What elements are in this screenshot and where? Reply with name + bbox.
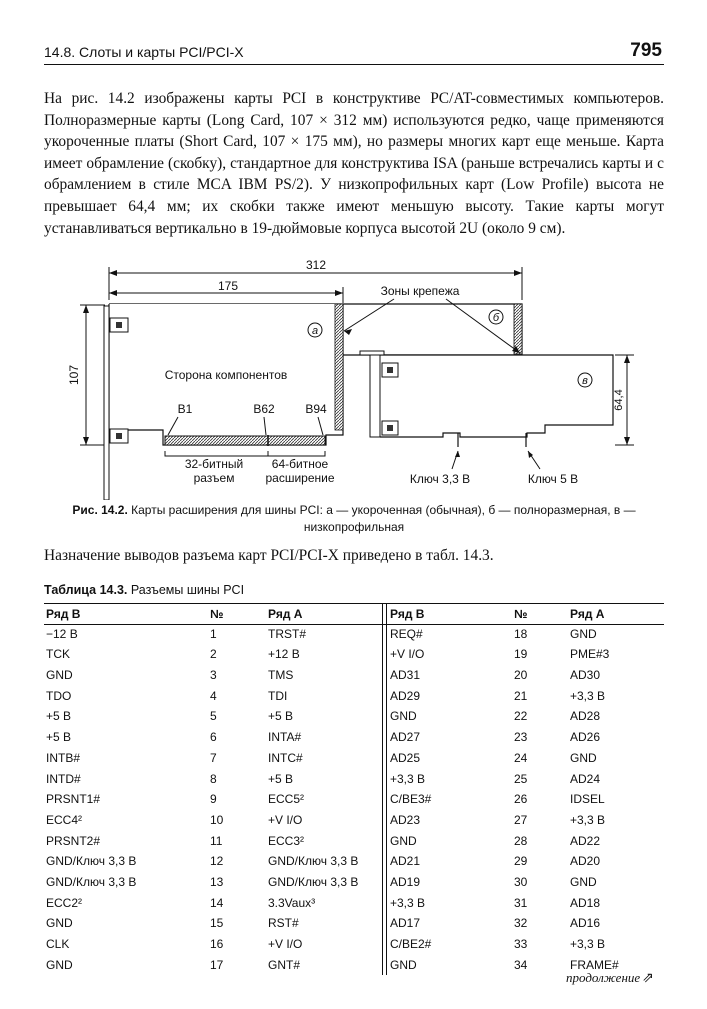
col-header: №	[210, 607, 224, 621]
short-card-bracket	[104, 306, 109, 500]
low-profile-bracket	[370, 355, 380, 437]
table-cell: +5 В	[46, 709, 72, 724]
body-paragraph-2: Назначение выводов разъема карт PCI/PCI-X приведено в табл. 14.3.	[44, 547, 494, 564]
table-cell: AD31	[390, 668, 421, 683]
table-cell: TRST#	[268, 626, 307, 641]
conn32-label-1: 32-битный	[184, 457, 244, 471]
table-cell: −12 В	[46, 626, 78, 641]
table-row	[44, 644, 664, 665]
table-cell: 7	[210, 750, 217, 765]
table-cell: 11	[210, 833, 223, 848]
table-row	[44, 706, 664, 727]
pin-b1-label: B1	[177, 402, 193, 416]
table-row	[44, 893, 664, 914]
table-cell: GNT#	[268, 957, 301, 972]
table-cell: 32	[514, 916, 528, 931]
table-cell: 34	[514, 957, 528, 972]
key-5-label: Ключ 5 В	[527, 472, 579, 486]
dim-175-label: 175	[217, 279, 239, 293]
table-row	[44, 831, 664, 852]
page-number: 795	[630, 40, 662, 61]
figure-caption	[44, 502, 664, 536]
table-cell: AD25	[390, 750, 421, 765]
table-cell: TDI	[268, 688, 288, 703]
label-a: а	[311, 325, 319, 337]
table-header-row	[44, 603, 664, 624]
pci-pinout-table	[44, 603, 664, 975]
table-cell: 33	[514, 937, 528, 951]
continued-note	[566, 970, 654, 987]
header-rule	[44, 64, 664, 65]
table-cell: +3,3 В	[570, 812, 606, 827]
components-side-label: Сторона компонентов	[164, 368, 288, 382]
table-cell: INTB#	[46, 750, 81, 765]
table-cell: +V I/O	[268, 812, 303, 827]
table-column-divider	[382, 603, 387, 975]
conn64-label-2: расширение	[265, 471, 335, 485]
table-row	[44, 851, 664, 872]
table-cell: +5 В	[268, 709, 294, 724]
col-header: Ряд В	[390, 607, 425, 621]
dim-64-label: 64,4	[613, 389, 625, 411]
table-cell: +V I/O	[268, 937, 303, 951]
table-cell: 17	[210, 957, 224, 972]
table-cell: GND	[570, 750, 597, 765]
table-cell: RST#	[268, 916, 299, 931]
conn64-label-1: 64-битное	[271, 457, 329, 471]
table-cell: 21	[514, 688, 528, 703]
pci-connector	[165, 436, 325, 445]
table-cell: GND/Ключ 3,3 В	[46, 854, 137, 869]
table-cell: 25	[514, 771, 528, 786]
table-title-label: Таблица 14.3.	[44, 583, 128, 597]
table-row	[44, 913, 664, 934]
conn32-label-2: разъем	[193, 471, 235, 485]
continue-arrow-icon: ⇗	[642, 971, 654, 986]
table-cell: GND	[570, 874, 597, 889]
table-cell: +5 В	[46, 730, 72, 745]
table-cell: REQ#	[390, 626, 423, 641]
table-cell: AD18	[570, 895, 601, 910]
table-cell: 3	[210, 668, 217, 683]
col-header: Ряд А	[570, 607, 605, 621]
table-cell: 26	[514, 792, 528, 807]
label-b: б	[492, 312, 500, 324]
table-cell: AD30	[570, 668, 601, 683]
figure-pci-cards	[0, 255, 707, 500]
table-cell: AD16	[570, 916, 601, 931]
table-title-text: Разъемы шины PCI	[127, 583, 245, 597]
table-cell: ECC3²	[268, 833, 305, 848]
table-cell: PRSNT2#	[46, 833, 101, 848]
table-cell: 1	[210, 626, 217, 641]
table-cell: GND	[570, 626, 597, 641]
table-cell: FRAME#	[570, 957, 619, 972]
table-cell: 9	[210, 792, 217, 807]
table-cell: AD19	[390, 874, 421, 889]
table-cell: AD23	[390, 812, 421, 827]
table-cell: 10	[210, 812, 224, 827]
table-cell: CLK	[46, 937, 70, 951]
table-cell: 5	[210, 709, 217, 724]
table-cell: 2	[210, 647, 217, 662]
table-cell: GND	[46, 668, 73, 683]
table-cell: GND	[390, 833, 417, 848]
table-cell: 3.3Vaux³	[268, 895, 316, 910]
dimension-107	[80, 305, 105, 445]
fastening-zones-label: Зоны крепежа	[380, 284, 460, 298]
table-cell: TMS	[268, 668, 294, 683]
key-3-3-label: Ключ 3,3 В	[409, 472, 471, 486]
table-cell: 23	[514, 730, 528, 745]
table-cell: AD17	[390, 916, 421, 931]
table-row	[44, 748, 664, 769]
table-cell: INTD#	[46, 771, 81, 786]
table-cell: +5 В	[268, 771, 294, 786]
table-cell: 14	[210, 895, 224, 910]
table-cell: 30	[514, 874, 528, 889]
pin-b94-label: B94	[305, 402, 327, 416]
table-cell: GND	[46, 957, 73, 972]
short-card-retainer	[335, 304, 343, 430]
table-cell: +3,3 В	[570, 937, 606, 951]
table-cell: GND/Ключ 3,3 В	[46, 874, 137, 889]
pin-b62-label: B62	[253, 402, 275, 416]
table-cell: AD27	[390, 730, 421, 745]
table-cell: 29	[514, 854, 528, 869]
table-cell: 4	[210, 688, 217, 703]
table-cell: AD22	[570, 833, 601, 848]
table-cell: PRSNT1#	[46, 792, 101, 807]
table-cell: AD21	[390, 854, 421, 869]
table-cell: PME#3	[570, 647, 610, 662]
table-cell: GND	[390, 957, 417, 972]
low-profile-card-outline	[380, 355, 613, 437]
table-row	[44, 810, 664, 831]
table-cell: 19	[514, 647, 528, 662]
table-cell: C/BE3#	[390, 792, 432, 807]
table-cell: 18	[514, 626, 528, 641]
caption-text: Карты расширения для шины PCI: а — укороченная (обычная), б — полноразмерная, в — низкопрофильная	[127, 503, 636, 534]
label-v: в	[582, 375, 588, 387]
table-cell: ECC5²	[268, 792, 305, 807]
table-cell: 22	[514, 709, 528, 724]
col-header: Ряд А	[268, 607, 303, 621]
table-cell: +12 В	[268, 647, 300, 662]
table-title	[44, 583, 244, 597]
table-cell: +V I/O	[390, 647, 425, 662]
table-body	[44, 624, 664, 976]
table-row	[44, 665, 664, 686]
table-row	[44, 727, 664, 748]
table-cell: IDSEL	[570, 792, 605, 807]
table-cell: +3,3 В	[570, 688, 606, 703]
table-cell: +3,3 В	[390, 771, 426, 786]
table-cell: AD29	[390, 688, 421, 703]
table-cell: 27	[514, 812, 528, 827]
table-cell: 28	[514, 833, 528, 848]
table-cell: GND	[390, 709, 417, 724]
table-cell: GND	[46, 916, 73, 931]
running-header	[44, 40, 664, 64]
table-cell: C/BE2#	[390, 937, 432, 951]
table-row	[44, 789, 664, 810]
table-cell: 6	[210, 730, 217, 745]
table-row	[44, 686, 664, 707]
continued-text: продолжение	[566, 970, 641, 985]
table-row	[44, 769, 664, 790]
table-row	[44, 872, 664, 893]
table-cell: 8	[210, 771, 217, 786]
dim-312-label: 312	[305, 258, 327, 272]
table-cell: GND/Ключ 3,3 В	[268, 854, 359, 869]
table-cell: 24	[514, 750, 528, 765]
dim-107-label: 107	[67, 364, 81, 386]
table-cell: INTC#	[268, 750, 303, 765]
table-cell: 20	[514, 668, 528, 683]
table-cell: TDO	[46, 688, 72, 703]
table-cell: +3,3 В	[390, 895, 426, 910]
table-cell: AD24	[570, 771, 601, 786]
table-cell: 31	[514, 895, 528, 910]
table-row	[44, 624, 664, 645]
table-cell: 12	[210, 854, 224, 869]
table-cell: GND/Ключ 3,3 В	[268, 874, 359, 889]
table-cell: ECC2²	[46, 895, 83, 910]
caption-label: Рис. 14.2.	[72, 503, 128, 517]
col-header: Ряд В	[46, 607, 81, 621]
long-card-retainer	[514, 304, 522, 354]
running-title: 14.8. Слоты и карты PCI/PCI-X	[44, 44, 244, 60]
table-cell: AD20	[570, 854, 601, 869]
table-cell: ECC4²	[46, 812, 83, 827]
table-cell: TCK	[46, 647, 70, 662]
table-cell: AD26	[570, 730, 601, 745]
table-cell: 15	[210, 916, 224, 931]
body-paragraph-1: На рис. 14.2 изображены карты PCI в конструктиве PC/AT-совместимых компьютеров. Полноразмерные карты (Long Card, 107 × 312 мм) используются редко, чаще применяются укороченные платы (Short Card, 107 × 175 мм), но размеры многих карт еще меньше. Карта имеет обрамление (скобку), стандартное для конструктива ISA (раньше встречались карты и с обрамлением в стиле MCA IBM PS/2). У низкопрофильных карт (Low Profile) высота не превышает 64,4 мм; их скобки также имеют меньшую высоту. Такие карты могут устанавливаться вертикально в 19-дюймовые корпуса высотой 2U (около 9 см).	[44, 90, 664, 237]
col-header: №	[514, 607, 528, 621]
table-row	[44, 934, 664, 955]
table-cell: INTA#	[268, 730, 302, 745]
table-cell: 16	[210, 937, 224, 951]
table-cell: AD28	[570, 709, 601, 724]
table-cell: 13	[210, 874, 224, 889]
